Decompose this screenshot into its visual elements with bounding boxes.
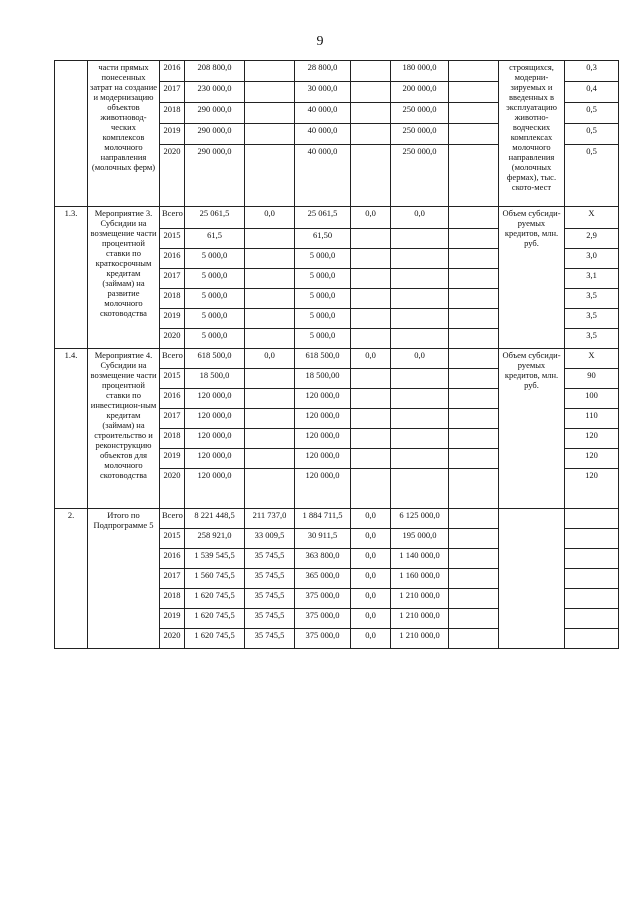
year-cell: 2017 — [160, 569, 185, 589]
regional-cell: 618 500,0 — [295, 349, 351, 369]
target-value-cell — [565, 569, 619, 589]
regional-cell: 120 000,0 — [295, 449, 351, 469]
program-table — [54, 60, 619, 649]
target-value-cell — [565, 609, 619, 629]
extra-cell — [391, 269, 449, 289]
total-cell: 208 800,0 — [185, 61, 245, 82]
local-cell — [351, 124, 391, 145]
blank-cell — [449, 449, 499, 469]
regional-cell: 40 000,0 — [295, 145, 351, 207]
extra-cell: 0,0 — [391, 207, 449, 229]
table-row — [55, 509, 619, 529]
total-cell: 5 000,0 — [185, 309, 245, 329]
local-cell: 0,0 — [351, 629, 391, 649]
fed-cell — [245, 329, 295, 349]
local-cell — [351, 269, 391, 289]
target-value-cell: 0,4 — [565, 82, 619, 103]
regional-cell: 5 000,0 — [295, 269, 351, 289]
regional-cell: 375 000,0 — [295, 629, 351, 649]
fed-cell — [245, 269, 295, 289]
year-cell: 2020 — [160, 145, 185, 207]
table-row — [55, 349, 619, 369]
target-value-cell: 120 — [565, 449, 619, 469]
total-cell: 120 000,0 — [185, 389, 245, 409]
regional-cell: 120 000,0 — [295, 469, 351, 509]
total-cell: 1 620 745,5 — [185, 609, 245, 629]
total-cell: 61,5 — [185, 229, 245, 249]
total-cell: 120 000,0 — [185, 429, 245, 449]
extra-cell: 250 000,0 — [391, 124, 449, 145]
local-cell — [351, 145, 391, 207]
regional-cell: 365 000,0 — [295, 569, 351, 589]
local-cell: 0,0 — [351, 609, 391, 629]
regional-cell: 30 911,5 — [295, 529, 351, 549]
target-value-cell: 3,1 — [565, 269, 619, 289]
year-cell: 2017 — [160, 82, 185, 103]
extra-cell — [391, 249, 449, 269]
regional-cell: 40 000,0 — [295, 103, 351, 124]
total-cell: 120 000,0 — [185, 449, 245, 469]
total-cell: 290 000,0 — [185, 124, 245, 145]
total-cell: 5 000,0 — [185, 289, 245, 309]
section-number: 2. — [55, 509, 88, 649]
fed-cell: 35 745,5 — [245, 569, 295, 589]
extra-cell: 1 210 000,0 — [391, 609, 449, 629]
target-value-cell: 0,5 — [565, 103, 619, 124]
table-row — [55, 61, 619, 82]
target-value-cell: 0,5 — [565, 124, 619, 145]
blank-cell — [449, 589, 499, 609]
year-cell: 2016 — [160, 549, 185, 569]
extra-cell — [391, 369, 449, 389]
blank-cell — [449, 229, 499, 249]
extra-cell — [391, 329, 449, 349]
section-name: Мероприятие 3. Субсидии на возмещение части процентной ставки по краткосрочным кредитам (займам) на развитие молочного скотоводства — [88, 207, 160, 349]
regional-cell: 1 884 711,5 — [295, 509, 351, 529]
target-value-cell: Х — [565, 207, 619, 229]
local-cell — [351, 289, 391, 309]
blank-cell — [449, 409, 499, 429]
fed-cell — [245, 469, 295, 509]
total-cell: 1 539 545,5 — [185, 549, 245, 569]
year-cell: Всего — [160, 509, 185, 529]
target-value-cell — [565, 589, 619, 609]
local-cell — [351, 369, 391, 389]
blank-cell — [449, 61, 499, 82]
extra-cell: 1 140 000,0 — [391, 549, 449, 569]
target-value-cell — [565, 509, 619, 529]
year-cell: 2017 — [160, 409, 185, 429]
year-cell: 2019 — [160, 609, 185, 629]
local-cell — [351, 389, 391, 409]
total-cell: 8 221 448,5 — [185, 509, 245, 529]
blank-cell — [449, 369, 499, 389]
regional-cell: 375 000,0 — [295, 609, 351, 629]
section-number: 1.4. — [55, 349, 88, 509]
indicator-cell: Объем субсиди-руемых кредитов, млн. руб. — [499, 207, 565, 349]
blank-cell — [449, 469, 499, 509]
local-cell: 0,0 — [351, 529, 391, 549]
blank-cell — [449, 549, 499, 569]
target-value-cell — [565, 629, 619, 649]
year-cell: 2018 — [160, 589, 185, 609]
total-cell: 25 061,5 — [185, 207, 245, 229]
extra-cell: 0,0 — [391, 349, 449, 369]
regional-cell: 5 000,0 — [295, 249, 351, 269]
extra-cell — [391, 469, 449, 509]
indicator-cell — [499, 509, 565, 649]
year-cell: 2017 — [160, 269, 185, 289]
fed-cell — [245, 409, 295, 429]
section-number: 1.3. — [55, 207, 88, 349]
fed-cell — [245, 124, 295, 145]
year-cell: 2015 — [160, 229, 185, 249]
local-cell: 0,0 — [351, 509, 391, 529]
extra-cell: 1 210 000,0 — [391, 589, 449, 609]
year-cell: Всего — [160, 207, 185, 229]
section-name: Мероприятие 4. Субсидии на возмещение части процентной ставки по инвестицион-ным кредитам (займам) на строительство и реконструкцию объектов для молочного скотоводства — [88, 349, 160, 509]
local-cell — [351, 469, 391, 509]
local-cell — [351, 229, 391, 249]
local-cell: 0,0 — [351, 549, 391, 569]
year-cell: 2018 — [160, 103, 185, 124]
extra-cell: 1 160 000,0 — [391, 569, 449, 589]
fed-cell — [245, 449, 295, 469]
year-cell: 2020 — [160, 469, 185, 509]
target-value-cell — [565, 549, 619, 569]
fed-cell — [245, 229, 295, 249]
year-cell: 2018 — [160, 429, 185, 449]
target-value-cell: 0,5 — [565, 145, 619, 207]
total-cell: 18 500,0 — [185, 369, 245, 389]
year-cell: 2015 — [160, 369, 185, 389]
total-cell: 1 620 745,5 — [185, 629, 245, 649]
total-cell: 5 000,0 — [185, 329, 245, 349]
blank-cell — [449, 429, 499, 449]
local-cell — [351, 429, 391, 449]
blank-cell — [449, 207, 499, 229]
local-cell — [351, 309, 391, 329]
target-value-cell: 100 — [565, 389, 619, 409]
year-cell: 2018 — [160, 289, 185, 309]
local-cell — [351, 249, 391, 269]
target-value-cell: 3,5 — [565, 329, 619, 349]
fed-cell — [245, 249, 295, 269]
local-cell — [351, 61, 391, 82]
fed-cell: 35 745,5 — [245, 549, 295, 569]
fed-cell: 35 745,5 — [245, 589, 295, 609]
indicator-cell: Объем субсиди-руемых кредитов, млн. руб. — [499, 349, 565, 509]
total-cell: 618 500,0 — [185, 349, 245, 369]
extra-cell: 6 125 000,0 — [391, 509, 449, 529]
regional-cell: 5 000,0 — [295, 329, 351, 349]
extra-cell — [391, 429, 449, 449]
extra-cell: 250 000,0 — [391, 145, 449, 207]
total-cell: 258 921,0 — [185, 529, 245, 549]
local-cell — [351, 409, 391, 429]
blank-cell — [449, 629, 499, 649]
regional-cell: 375 000,0 — [295, 589, 351, 609]
table-row — [55, 207, 619, 229]
blank-cell — [449, 289, 499, 309]
target-value-cell: 90 — [565, 369, 619, 389]
target-value-cell: 3,5 — [565, 309, 619, 329]
blank-cell — [449, 249, 499, 269]
blank-cell — [449, 389, 499, 409]
target-value-cell: 3,0 — [565, 249, 619, 269]
blank-cell — [449, 124, 499, 145]
section-name: Итого по Подпрограмме 5 — [88, 509, 160, 649]
regional-cell: 5 000,0 — [295, 289, 351, 309]
blank-cell — [449, 82, 499, 103]
indicator-cell: строящихся, модерни-зируемых и введенных в эксплуатацию животно-водческих комплексах молочного направления (молочных фермах), тыс. ското-мест — [499, 61, 565, 207]
target-value-cell: 120 — [565, 429, 619, 449]
section-name: части прямых понесенных затрат на создание и модернизацию объектов животновод-ческих комплексов молочного направления (молочных ферм) — [88, 61, 160, 207]
blank-cell — [449, 309, 499, 329]
year-cell: 2020 — [160, 329, 185, 349]
fed-cell: 35 745,5 — [245, 629, 295, 649]
extra-cell — [391, 409, 449, 429]
local-cell: 0,0 — [351, 589, 391, 609]
target-value-cell: 3,5 — [565, 289, 619, 309]
fed-cell: 33 009,5 — [245, 529, 295, 549]
total-cell: 1 620 745,5 — [185, 589, 245, 609]
blank-cell — [449, 529, 499, 549]
fed-cell: 0,0 — [245, 349, 295, 369]
extra-cell — [391, 309, 449, 329]
section-number — [55, 61, 88, 207]
year-cell: 2019 — [160, 309, 185, 329]
table-body — [55, 61, 619, 649]
fed-cell — [245, 369, 295, 389]
blank-cell — [449, 349, 499, 369]
fed-cell — [245, 389, 295, 409]
year-cell: 2015 — [160, 529, 185, 549]
extra-cell: 195 000,0 — [391, 529, 449, 549]
blank-cell — [449, 609, 499, 629]
fed-cell — [245, 429, 295, 449]
extra-cell — [391, 389, 449, 409]
blank-cell — [449, 145, 499, 207]
regional-cell: 61,50 — [295, 229, 351, 249]
target-value-cell: Х — [565, 349, 619, 369]
year-cell: 2016 — [160, 389, 185, 409]
regional-cell: 25 061,5 — [295, 207, 351, 229]
fed-cell: 35 745,5 — [245, 609, 295, 629]
blank-cell — [449, 103, 499, 124]
fed-cell — [245, 309, 295, 329]
fed-cell — [245, 82, 295, 103]
fed-cell: 211 737,0 — [245, 509, 295, 529]
local-cell — [351, 329, 391, 349]
blank-cell — [449, 269, 499, 289]
fed-cell — [245, 289, 295, 309]
year-cell: 2019 — [160, 449, 185, 469]
year-cell: Всего — [160, 349, 185, 369]
regional-cell: 30 000,0 — [295, 82, 351, 103]
regional-cell: 28 800,0 — [295, 61, 351, 82]
regional-cell: 18 500,00 — [295, 369, 351, 389]
total-cell: 1 560 745,5 — [185, 569, 245, 589]
year-cell: 2016 — [160, 249, 185, 269]
fed-cell — [245, 61, 295, 82]
blank-cell — [449, 569, 499, 589]
regional-cell: 120 000,0 — [295, 389, 351, 409]
fed-cell — [245, 103, 295, 124]
target-value-cell — [565, 529, 619, 549]
year-cell: 2016 — [160, 61, 185, 82]
local-cell — [351, 449, 391, 469]
blank-cell — [449, 509, 499, 529]
total-cell: 290 000,0 — [185, 145, 245, 207]
local-cell: 0,0 — [351, 569, 391, 589]
total-cell: 230 000,0 — [185, 82, 245, 103]
regional-cell: 5 000,0 — [295, 309, 351, 329]
target-value-cell: 0,3 — [565, 61, 619, 82]
extra-cell: 1 210 000,0 — [391, 629, 449, 649]
fed-cell: 0,0 — [245, 207, 295, 229]
extra-cell — [391, 229, 449, 249]
extra-cell: 250 000,0 — [391, 103, 449, 124]
extra-cell: 180 000,0 — [391, 61, 449, 82]
fed-cell — [245, 145, 295, 207]
target-value-cell: 2,9 — [565, 229, 619, 249]
local-cell — [351, 82, 391, 103]
page-number: 9 — [316, 34, 324, 49]
regional-cell: 120 000,0 — [295, 409, 351, 429]
local-cell: 0,0 — [351, 349, 391, 369]
extra-cell: 200 000,0 — [391, 82, 449, 103]
extra-cell — [391, 449, 449, 469]
total-cell: 120 000,0 — [185, 469, 245, 509]
local-cell — [351, 103, 391, 124]
regional-cell: 40 000,0 — [295, 124, 351, 145]
regional-cell: 120 000,0 — [295, 429, 351, 449]
target-value-cell: 110 — [565, 409, 619, 429]
total-cell: 290 000,0 — [185, 103, 245, 124]
target-value-cell: 120 — [565, 469, 619, 509]
year-cell: 2020 — [160, 629, 185, 649]
total-cell: 5 000,0 — [185, 249, 245, 269]
total-cell: 5 000,0 — [185, 269, 245, 289]
extra-cell — [391, 289, 449, 309]
year-cell: 2019 — [160, 124, 185, 145]
local-cell: 0,0 — [351, 207, 391, 229]
total-cell: 120 000,0 — [185, 409, 245, 429]
blank-cell — [449, 329, 499, 349]
regional-cell: 363 800,0 — [295, 549, 351, 569]
